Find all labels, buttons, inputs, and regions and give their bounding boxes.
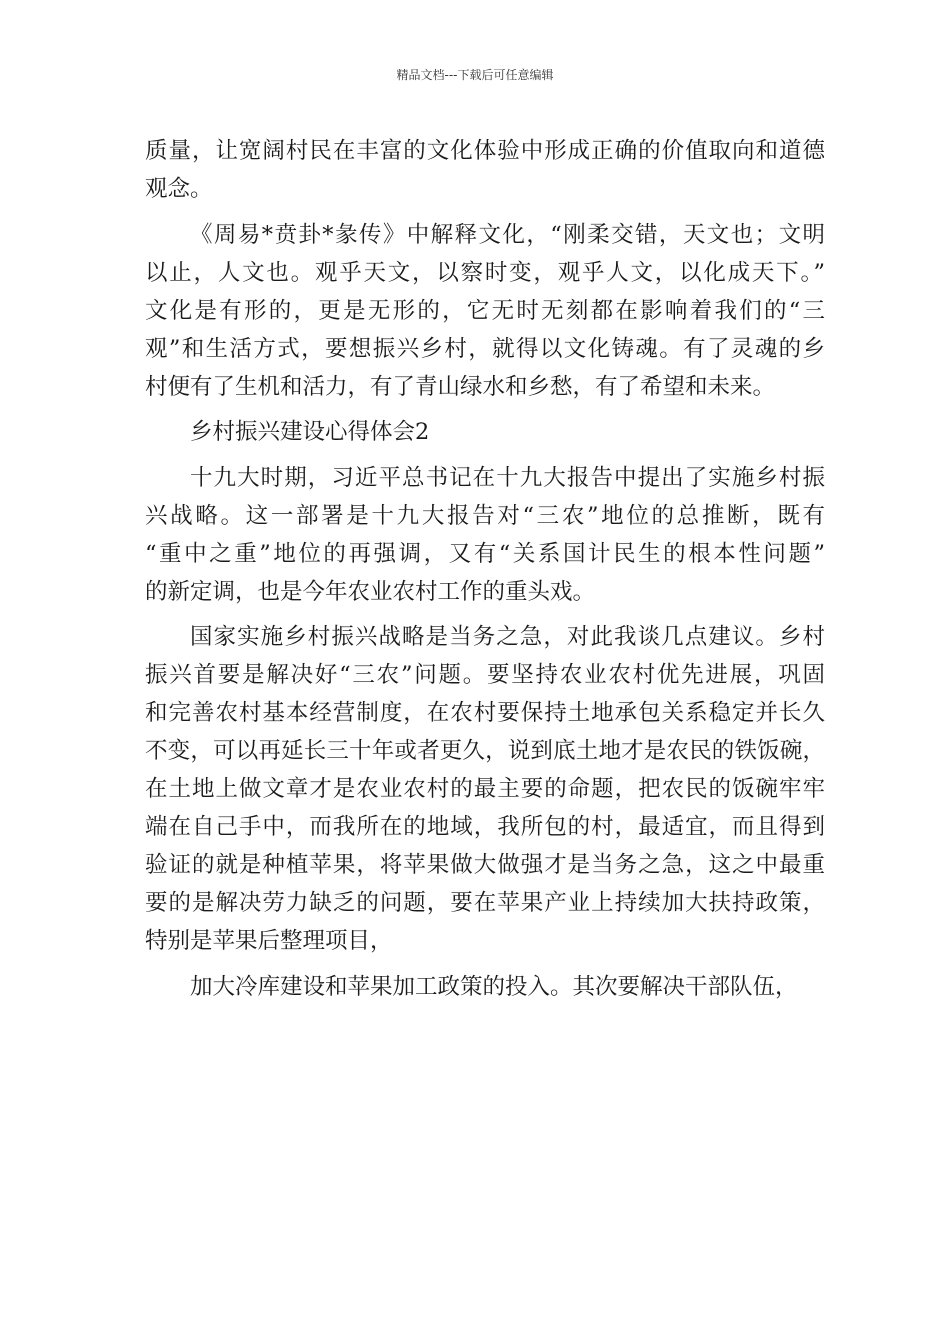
page-header: 精品文档---下载后可任意编辑 (396, 68, 554, 82)
text-line: 和完善农村基本经营制度，在农村要保持土地承包关系稳定并长久 (145, 700, 825, 727)
text-line: 特别是苹果后整理项目， (145, 928, 393, 955)
text-line: 加大冷库建设和苹果加工政策的投入。其次要解决干部队伍， (190, 973, 798, 1000)
text-line: 观”和生活方式，要想振兴乡村，就得以文化铸魂。有了灵魂的乡 (145, 335, 825, 362)
text-line: 观念。 (145, 176, 213, 202)
text-line: 的新定调，也是今年农业农村工作的重头戏。 (145, 578, 596, 605)
text-line: 《周易*贲卦*彖传》中解释文化，“刚柔交错，天文也；文明 (190, 221, 825, 248)
text-line: 质量，让宽阔村民在丰富的文化体验中形成正确的价值取向和道德 (145, 138, 825, 164)
text-line: 十九大时期，习近平总书记在十九大报告中提出了实施乡村振 (190, 464, 825, 491)
text-line: 以止，人文也。观乎天文，以察时变，观乎人文，以化成天下。” (145, 259, 825, 286)
text-line: 在土地上做文章才是农业农村的最主要的命题，把农民的饭碗牢牢 (145, 776, 825, 803)
text-line: 验证的就是种植苹果，将苹果做大做强才是当务之急，这之中最重 (145, 852, 825, 879)
paragraph (145, 413, 825, 451)
text-line: “重中之重”地位的再强调，又有“关系国计民生的根本性问题” (145, 540, 825, 567)
paragraph (145, 132, 825, 208)
text-line: 端在自己手中，而我所在的地域，我所包的村，最适宜，而且得到 (145, 814, 825, 841)
text-line: 村便有了生机和活力，有了青山绿水和乡愁，有了希望和未来。 (145, 373, 776, 400)
paragraph (145, 968, 825, 1006)
text-line: 振兴首要是解决好“三农”问题。要坚持农业农村优先进展，巩固 (145, 662, 825, 689)
text-line: 要的是解决劳力缺乏的问题，要在苹果产业上持续加大扶持政策， (145, 890, 825, 917)
paragraph (145, 459, 825, 611)
paragraph (145, 216, 825, 406)
text-line: 兴战略。这一部署是十九大报告对“三农”地位的总推断，既有 (145, 502, 825, 529)
text-line: 不变，可以再延长三十年或者更久，说到底土地才是农民的铁饭碗， (145, 738, 825, 765)
paragraph (145, 618, 825, 960)
text-line: 乡村振兴建设心得体会2 (190, 419, 430, 446)
document-body (145, 132, 825, 1014)
text-line: 文化是有形的，更是无形的，它无时无刻都在影响着我们的“三 (145, 297, 825, 324)
text-line: 国家实施乡村振兴战略是当务之急，对此我谈几点建议。乡村 (190, 624, 825, 651)
